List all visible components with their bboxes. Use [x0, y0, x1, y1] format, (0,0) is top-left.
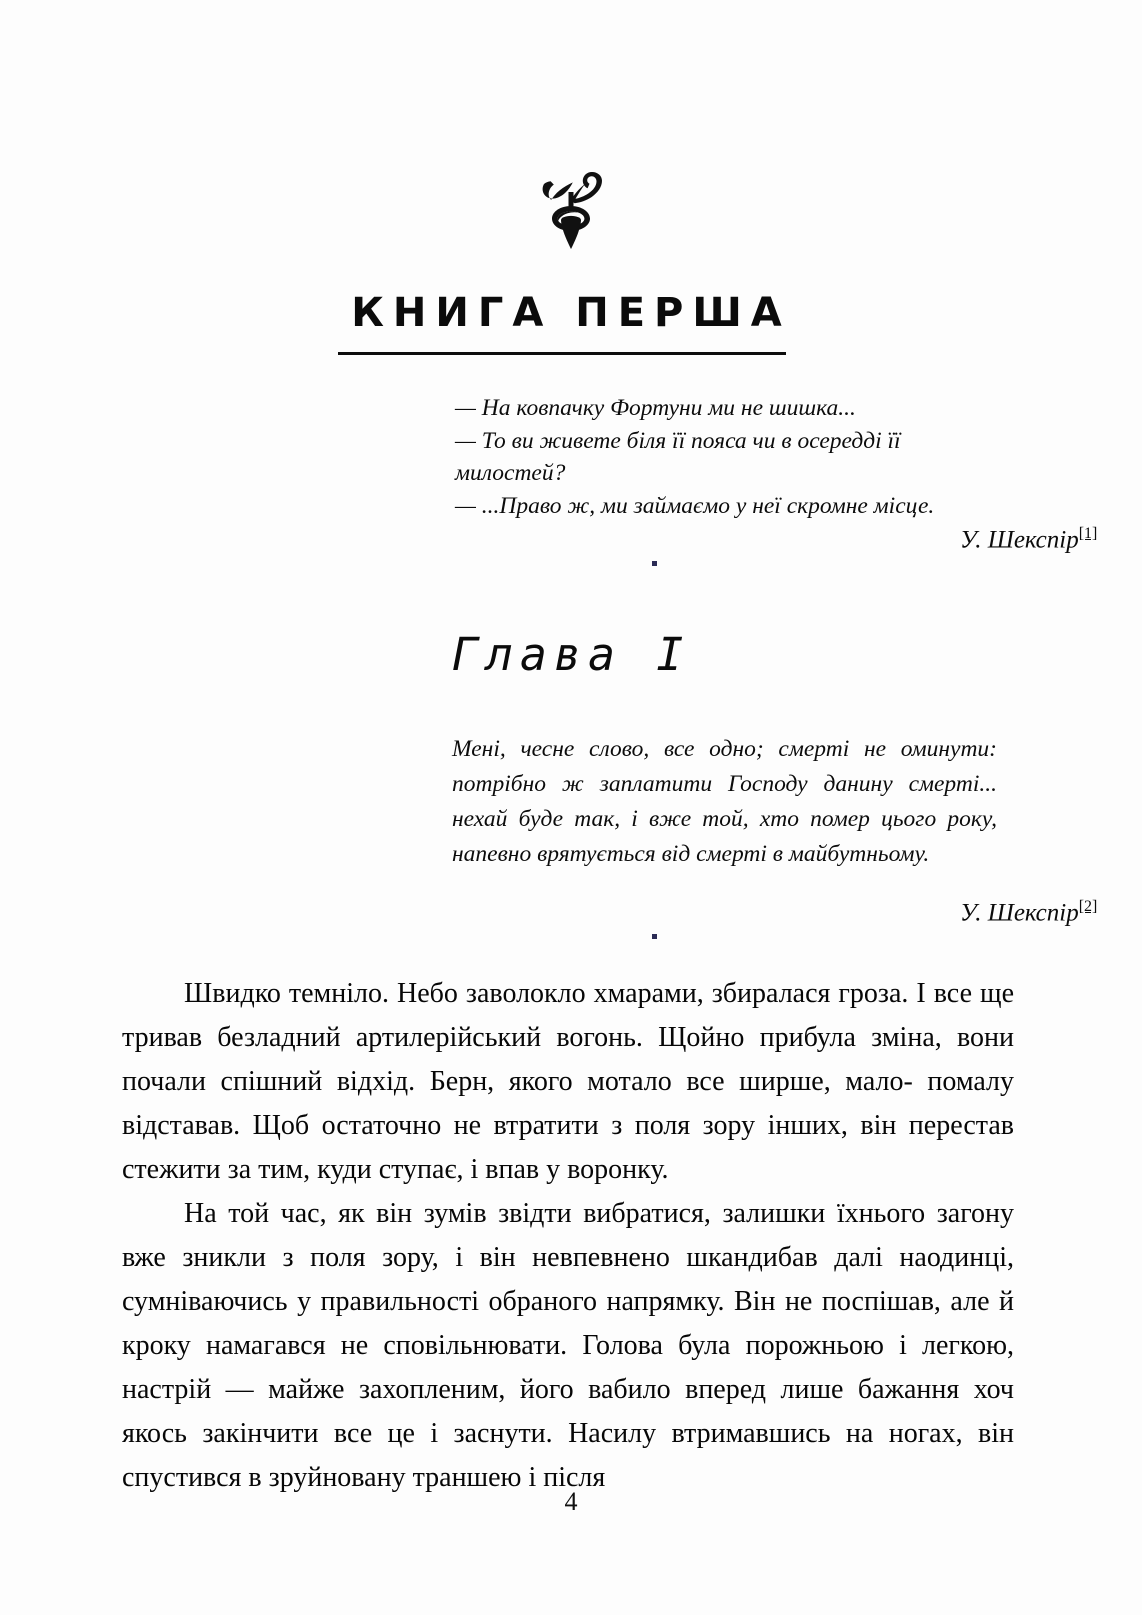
epigraph-second-author: У. Шекспір [960, 899, 1079, 927]
book-title: КНИГА ПЕРША [351, 290, 791, 336]
epigraph-second [452, 732, 997, 872]
epigraph-first-line-2: — То ви живете біля її пояса чи в осередді її милостей? [455, 427, 907, 486]
epigraph-first-author: У. Шекспір [960, 526, 1079, 554]
footnote-link-2[interactable]: [2] [1078, 898, 1098, 915]
chapter-heading: Глава I [451, 628, 691, 681]
epigraph-second-text: Мені, чесне слово, все одно; смерті не оминути: потрібно ж заплатити Господу данину смерті... нехай буде так, і вже той, хто помер цього року, напевно врятується від смерті в майбутньому. [452, 736, 997, 867]
body-text [122, 972, 1014, 1500]
epigraph-second-attribution [620, 898, 1098, 927]
epigraph-first-line-1: — На ковпачку Фортуни ми не шишка... [455, 395, 856, 421]
page-number: 4 [564, 1487, 578, 1516]
acorn-sprout-ornament-icon [534, 168, 608, 252]
epigraph-first-attribution [620, 525, 1098, 554]
footnote-link-1[interactable]: [1] [1078, 525, 1098, 542]
epigraph-first [455, 392, 995, 522]
body-paragraph-2: На той час, як він зумів звідти вибратися, залишки їхнього загону вже зникли з поля зору, і він невпевнено шкандибав далі наодинці, сумніваючись у правильності обраного напрямку. Він не поспішав, але й кроку намагався не сповільнювати. Голова була порожньою і легкою, настрій — майже захопленим, його вабило вперед лише бажання хоч якось закінчити все це і заснути. Насилу втримавшись на ногах, він спустився в зруйновану траншею і після [122, 1198, 1014, 1493]
epigraph-first-line-3: — ...Право ж, ми займаємо у неї скромне місце. [455, 492, 935, 519]
title-divider [338, 352, 786, 355]
chapter-ornament [0, 168, 1142, 252]
body-paragraph-1: Швидко темніло. Небо заволокло хмарами, збиралася гроза. І все ще тривав безладний артилерійський вогонь. Щойно прибула зміна, вони почали спішний відхід. Берн, якого мотало все ширше, мало- помалу відставав. Щоб остаточно не втратити з поля зору інших, він перестав стежити за тим, куди ступає, і впав у воронку. [122, 978, 1014, 1185]
